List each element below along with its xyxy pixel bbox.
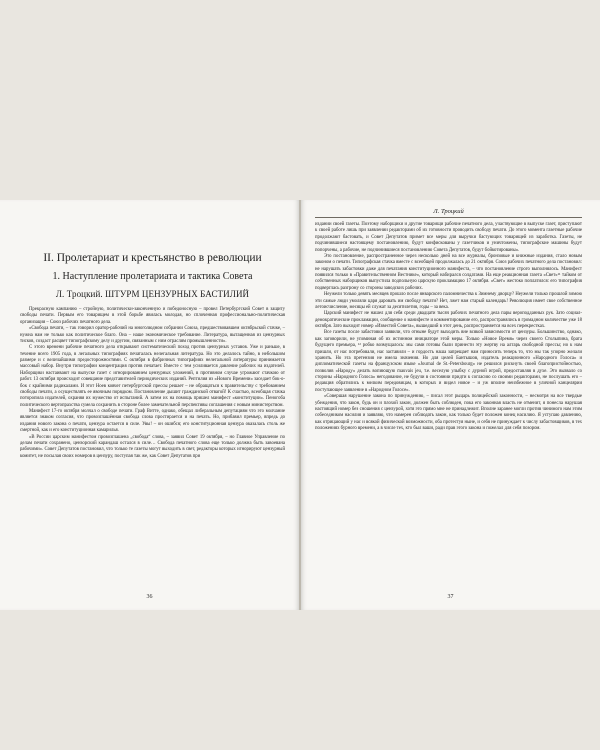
paragraph: Все газеты после забастовки заявили, что отныне будут выходить вне всякой зависимости от цензуры. Большинство, однако, как заговорили, не упоминая об их истинном инициаторе этой меры. Только «Новое Время» через своего Столыпина, брата будущего премьера, ¹² робко возмущалось: мы сами готовы были принести эту жертву на алтарь свободной прессы; но к нам пришли, от нас потребовали, нас заставили – и гордость наша запрещает нам приносить теперь то, что мы так упорно желали хранить. Но эта претензия не имела значения. Но для целей Бантышов, издатель реакционного «Народного Голоса» и дипломатической газеты на французском языке «Journal de St.-Petersbourg» не решился рискнуть своей благопристойностью, позволив «Народу» делать вопиющую mauvais jeu, т.е. веселую улыбку с дурной игрой, предоставляя в духе. Это вызвало со стороны «Народного Голоса» негодование, не будучи в состоянии придти к согласию со своими редакторами, не послушать его – редакция обратились к мелким передовицам, в которых и видел новое – и уж вполне неизбежное в уличной канцелярии поступающее заявление в «Народном Голосе».	[315, 330, 582, 393]
article-title: Л. Троцкий. ШТУРМ ЦЕНЗУРНЫХ БАСТИЛИЙ	[55, 289, 250, 299]
chapter-title: II. Пролетариат и крестьянство в революции	[43, 252, 262, 264]
left-page-content	[20, 252, 285, 460]
paragraph: «Совершая нарушение закона по принуждению, – писал этот рыцарь полицейской законности, – несмотря на все твердые убеждения, что закон, будь он и плохой закон, должен быть соблюден, пока его законная власть не отменит, я понесла нарушая настоящий номер без сношения с цензурой, хотя это прямо мне не принадлежит. Вполне заранее могли против чинимого нам этим собеседником насилия и заявляю, что намерен соблюдать закон, как только будет положен конец насилию. Я уступаю давлению, как отрицающий у нас и всякой физической возможности, оба протестуя ныне, и себя не принуждает к числу забастовщиков, в тех положениях бурного времени, а в числе тех, кто был ваши, ради прав этого закона и пожелал для себя позором.	[315, 394, 582, 431]
book-spread	[0, 200, 600, 610]
section-title: 1. Наступление пролетариата и тактика Совета	[52, 271, 253, 282]
paragraph: издании своей газеты. Поэтому наборщики и другие товарищи рабочие печатного дела, участвующие в выпуске газет, приступают к своей работе лишь при заявлении редакторами об их готовности проводить свободу печати. До этого момента газетные рабочие продолжают бастовать, и Совет Депутатов примет все меры для выручки бастующих товарищей из заработка. Газеты, не подчинившиеся настоящему постановлению, будут конфискованы у газетчиков и уничтожены, типографские машины будут попорчены, а рабочие, не подчинившиеся постановлению Совета Депутатов, будут бойкотированы».	[315, 222, 582, 253]
paragraph: Неужели только девять месяцев прошло после январского паломничества к Зимнему дворцу? Неужели только прошлой зимою эти самые люди умоляли царя даровать им свободу печати? Нет, лжет нам старый календарь! Революция имеет свое собственное летоисчисление, месяцы ей служат за десятилетия, годы – за века.	[315, 292, 582, 310]
page-number-left: 36	[146, 594, 153, 600]
paragraph: «Свобода печати, – так говорил оратор-рабочий на многолюдном собрании Союза, предшествовавшем октябрьской стачке, – нужна нам не только как политическое благо. Она – наше экономическое требование. Литература, вытащенная из цензурных тисков, создаст расцвет типографскому делу и другим, связанным с ним отраслям промышленности».	[20, 326, 285, 344]
right-page-content	[315, 222, 582, 432]
right-page	[301, 200, 600, 610]
page-number-right: 37	[447, 594, 454, 600]
running-head: Л. Троцкий	[315, 208, 582, 218]
paragraph: Это постановление, распространенное через несколько дней на все журналы, бронзовые и книжные издания, стало новым законом о печати. Типографская стачка вместе с всеобщей продолжалась до 21 октября. Союз рабочих печатного дела постановил: не нарушать забастовки даже для печатания конституционного манифеста, – что постановление строго выполнялось. Манифест появился только в «Правительственном Вестнике», который набирался солдатами. На еще реакционная газета «Свет»¹¹ тайком от собственных наборщиков выпустила подпольную царскую прокламацию 17 октября. «Свет» жестоко поплатился: его типография подверглась разгрому со стороны заводских рабочих.	[315, 253, 582, 291]
paragraph: Прекрасную кампанию – стройную, политически-законченную и победоносную – провел Петербургский Совет в защиту свободы печати. Первым его товарищем в этой борьбе явилась молодая, но сплоченная профессионально-политическая организация – Союз рабочих печатного дела.	[20, 307, 285, 325]
paragraph: Манифест 17-го октября молчал о свободе печати. Граф Витте, однако, обещал либеральным депутациям что это молчание является знаком согласия, что провозглашённая свобода слова простирается и на печать. Но, прибавил премьер, впредь до издания нового закона о печати, цензура остается в силе. Увы! – он ошибся; его конституционная цензура оказалась столь же смертной, как и его конституционная камарилья.	[20, 409, 285, 434]
paragraph: «В России царским манифестом провозглашена „свобода“ слова, – заявил Совет 19 октября, – но Главное Управление по делам печати сохранено, цензорский карандаш остался в силе… Свобода печатного слова еще только должна быть завоевана рабочими». Совет Депутатов постановил, что только те газеты могут выходить в свет, редакторы которых игнорируют цензурный комитет, не посылая своих номеров в цензуру, поступая так же, как Совет Депутатов при	[20, 434, 285, 459]
paragraph: Царский манифест не нашел для себя среди двадцати тысяч рабочих печатного дела пары вероподданных рук. Зато социал-демократические прокламации, сообщение о манифесте и комментирование его, распространялись в громадном количестве уже 18 октября. Зато выходит номер «Известий Совета», вышедший в этот день, распространяется на всех перекрестках.	[315, 311, 582, 329]
paragraph: С этого времени рабочие печатного дела открывают систематический поход против цензурных уставов. Уже и раньше, в течение всего 1905 года, в легальных типографиях печаталась нелегальная литература. Но это делалось тайно, в небольшом размере и с величайшими предосторожностями. С октября в фабричных типографиях нелегальной литературы принимается массовый набор. Внутри типографии концентрация против печатает. Вместе с тем усиливается давление рабочих на издателей. Наборщики настаивают на выпуске газет с игнорированием цензурных уложений, в противном случае угрожают стачкою от работ. 13 октября происходит совещание представителей периодических изданий. Рептилия из «Нового Времени» заседает бок-о-бок с крайними радикалами. И этот Ноев ковчег петербургской прессы решает – не обращаться к правительству с требованием свободы печати, а осуществлять ее явочным порядком. Постановление дышит гражданской отвагой! К счастью, всеобщая стачка поторопила издателей, охраняя их мужество от испытаний. А затем их на помощь пришел манифест «конституции». Пеногоба политического вертопрахства сумела сохранить в стороне более замечательной перспективы соглашения с новым министерством.	[20, 345, 285, 408]
left-page	[0, 200, 299, 610]
